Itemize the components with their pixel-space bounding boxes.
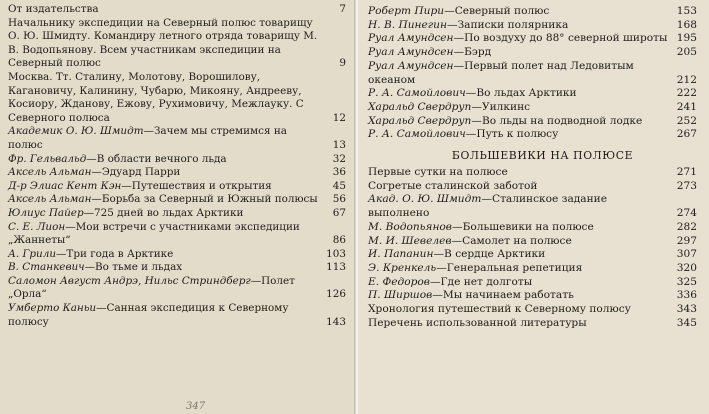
entry-text [8, 71, 346, 125]
toc-entry [8, 3, 346, 17]
entry-title: —Полет „Орла“ [8, 274, 295, 301]
toc-entry [368, 303, 697, 317]
entry-page-number: 241 [676, 100, 697, 113]
entry-page-number: 297 [676, 234, 697, 247]
entry-page-number: 7 [339, 3, 346, 15]
entry-title: —Большевики на полюсе [451, 220, 594, 233]
entry-page-number: 282 [676, 220, 697, 233]
entry-author: Аксель Альман [8, 166, 92, 179]
section-heading: БОЛЬШЕВИКИ НА ПОЛЮСЕ [451, 149, 634, 163]
toc-entry [368, 193, 697, 220]
entry-title: —Путь к полюсу [465, 128, 559, 141]
entry-page-number: 271 [676, 166, 697, 179]
entry-text [368, 87, 697, 101]
toc-entry [368, 262, 697, 276]
entry-page-number: 32 [332, 152, 346, 165]
entry-title: —Где нет долготы [429, 275, 533, 288]
entry-title: —Мои встречи с участниками экспедиции „Жаннеты“ [8, 220, 300, 247]
entry-title: —Эдуард Парри [91, 166, 181, 179]
entry-text [8, 261, 346, 275]
entry-text [8, 221, 346, 248]
entry-title: —Самолет на полюсе [451, 234, 572, 247]
toc-entry [368, 317, 697, 331]
toc-list-right [368, 5, 697, 142]
entry-text [368, 276, 697, 290]
entry-page-number: 274 [676, 207, 697, 220]
entry-author: Саломон Август Андрэ, Нильс Стриндберг [8, 274, 251, 287]
toc-entry [368, 60, 697, 87]
entry-text [368, 262, 697, 276]
entry-text [8, 17, 346, 71]
entry-page-number: 103 [326, 247, 346, 260]
entry-page-number: 205 [676, 46, 697, 59]
toc-entry [368, 289, 697, 303]
toc-entry [8, 248, 346, 262]
toc-entry [368, 19, 697, 33]
entry-author: П. Ширшов [368, 289, 433, 302]
entry-text [8, 125, 346, 152]
entry-page-number: 273 [676, 179, 697, 192]
entry-text [368, 60, 697, 87]
entry-author: С. Е. Лион [8, 220, 66, 233]
toc-entry [368, 248, 697, 262]
entry-title: —Зачем мы стремимся на полюс [8, 125, 287, 151]
entry-page-number: 222 [676, 87, 697, 100]
entry-text [368, 19, 697, 33]
entry-page-number: 168 [676, 18, 697, 31]
entry-text [368, 289, 697, 303]
entry-title: —Уилкинс [471, 100, 531, 113]
entry-text [368, 46, 697, 60]
toc-list-left [8, 3, 346, 329]
toc-entry [368, 101, 697, 115]
entry-page-number: 45 [332, 179, 346, 192]
entry-title: —Санная экспедиция к Северному полюсу [8, 302, 289, 328]
toc-entry [8, 180, 346, 194]
entry-text [368, 115, 697, 129]
entry-title: Перечень использованной литературы [368, 316, 587, 329]
entry-text [368, 166, 697, 180]
entry-page-number: 9 [339, 57, 346, 70]
toc-entry [368, 128, 697, 142]
toc-entry [8, 125, 346, 152]
entry-title: Начальнику экспедиции на Северный полюс товарищу О. Ю. Шмидту. Командиру летного отряда товарищу М. В. Водопьянову. Всем участникам экспедиции на Северный полюс [8, 16, 318, 70]
entry-title: —По воздуху до 88° северной широты [453, 32, 668, 45]
entry-page-number: 267 [676, 128, 697, 141]
entry-page-number: 195 [676, 32, 697, 45]
right-page [358, 0, 709, 414]
toc-entry [8, 221, 346, 248]
page-folio: 347 [186, 401, 206, 412]
entry-text [8, 153, 346, 167]
entry-title: Москва. Тт. Сталину, Молотову, Ворошилову, Кагановичу, Калинину, Чубарю, Микояну, Андрееву, Косиору, Жданову, Ежову, Рухимовичу, Межлауку. С Северного полюса [8, 70, 304, 124]
entry-text [368, 128, 697, 142]
entry-title: —Бэрд [453, 46, 492, 59]
entry-title: —Во тьме и льдах [84, 261, 183, 274]
entry-author: Аксель Альман [8, 193, 92, 206]
entry-title: —Во льды на подводной лодке [471, 114, 643, 127]
entry-author: Академик О. Ю. Шмидт [8, 125, 144, 138]
toc-entry [368, 235, 697, 249]
toc-entry [368, 276, 697, 290]
entry-text [8, 248, 346, 262]
entry-text [368, 248, 697, 262]
entry-title: —Во льдах Арктики [465, 87, 577, 100]
toc-entry [368, 46, 697, 60]
entry-title: —В области вечного льда [86, 152, 227, 165]
entry-text [368, 317, 697, 331]
entry-text [8, 207, 346, 221]
entry-title: Хронология путешествий к Северному полюсу [368, 303, 631, 316]
entry-title: —Борьба за Северный и Южный полюсы [91, 193, 318, 206]
entry-title: —725 дней во льдах Арктики [83, 206, 244, 219]
entry-page-number: 67 [332, 206, 346, 219]
entry-page-number: 343 [676, 303, 697, 316]
entry-author: В. Станкевич [8, 261, 85, 274]
entry-author: Юлиус Пайер [8, 206, 84, 219]
toc-entry [8, 302, 346, 329]
toc-entry [368, 5, 697, 19]
entry-author: Фр. Гельвальд [8, 152, 87, 165]
entry-text [368, 193, 697, 220]
entry-title: —Записки полярника [446, 18, 569, 31]
entry-author: И. Папанин [368, 248, 434, 261]
entry-author: М. И. Шевелев [368, 234, 452, 247]
toc-entry [8, 17, 346, 71]
toc-entry [8, 153, 346, 167]
entry-page-number: 36 [332, 166, 346, 179]
entry-text [368, 101, 697, 115]
toc-list-section [368, 166, 697, 330]
entry-author: Руал Амундсен [368, 32, 454, 45]
entry-page-number: 86 [332, 234, 346, 247]
entry-author: Акад. О. Ю. Шмидт [368, 193, 482, 206]
entry-title: —Мы начинаем работать [432, 289, 574, 302]
entry-text [8, 193, 346, 207]
toc-entry [368, 115, 697, 129]
toc-entry [8, 261, 346, 275]
entry-author: Руал Амундсен [368, 59, 454, 72]
entry-author: Роберт Пири [368, 5, 445, 17]
entry-author: Р. А. Самойлович [368, 128, 466, 141]
entry-title: —Северный полюс [444, 5, 550, 17]
toc-entry [368, 221, 697, 235]
entry-page-number: 345 [676, 316, 697, 329]
entry-text [8, 302, 346, 329]
entry-author: Д-р Элиас Кент Кэн [8, 179, 122, 192]
toc-entry [8, 166, 346, 180]
entry-title: —Путешествия и открытия [121, 179, 272, 192]
entry-title: —Сталинское задание выполнено [368, 193, 607, 220]
toc-entry [8, 207, 346, 221]
entry-text [368, 5, 697, 19]
toc-entry [8, 275, 346, 302]
entry-author: Руал Амундсен [368, 46, 454, 59]
toc-entry [8, 193, 346, 207]
entry-page-number: 126 [326, 288, 346, 301]
entry-page-number: 56 [332, 193, 346, 206]
entry-page-number: 212 [676, 73, 697, 86]
entry-title: Первые сутки на полюсе [368, 166, 508, 179]
entry-text [368, 235, 697, 249]
entry-text [8, 3, 346, 17]
entry-text [368, 303, 697, 317]
entry-page-number: 252 [676, 114, 697, 127]
entry-title: —Три года в Арктике [56, 247, 174, 260]
entry-author: Умберто Каньи [8, 302, 97, 315]
entry-text [368, 221, 697, 235]
entry-author: Н. В. Пинегин [368, 18, 447, 31]
toc-entry [368, 166, 697, 180]
entry-author: Р. А. Самойлович [368, 87, 466, 100]
toc-entry [368, 180, 697, 194]
entry-author: Харальд Свердруп [368, 100, 472, 113]
entry-text [368, 180, 697, 194]
entry-text [368, 32, 697, 46]
entry-text [8, 275, 346, 302]
toc-entry [368, 32, 697, 46]
entry-title: —В сердце Арктики [433, 248, 546, 261]
entry-author: М. Водопьянов [368, 220, 452, 233]
entry-page-number: 153 [676, 5, 697, 17]
entry-page-number: 325 [676, 275, 697, 288]
entry-author: Э. Кренкель [368, 261, 437, 274]
entry-author: Харальд Свердруп [368, 114, 472, 127]
entry-title: —Первый полет над Ледовитым океаном [368, 59, 634, 86]
entry-page-number: 12 [332, 111, 346, 124]
entry-page-number: 320 [676, 261, 697, 274]
toc-entry [368, 87, 697, 101]
entry-page-number: 113 [326, 261, 346, 274]
entry-title: Согретые сталинской заботой [368, 179, 538, 192]
entry-page-number: 143 [326, 315, 346, 328]
entry-page-number: 307 [676, 248, 697, 261]
entry-page-number: 13 [332, 138, 346, 151]
entry-author: А. Грили [8, 247, 57, 260]
entry-text [8, 166, 346, 180]
entry-author: Е. Федоров [368, 275, 430, 288]
entry-page-number: 336 [676, 289, 697, 302]
toc-entry [8, 71, 346, 125]
entry-title: —Генеральная репетиция [436, 261, 583, 274]
entry-text [8, 180, 346, 194]
entry-title: От издательства [8, 3, 99, 15]
